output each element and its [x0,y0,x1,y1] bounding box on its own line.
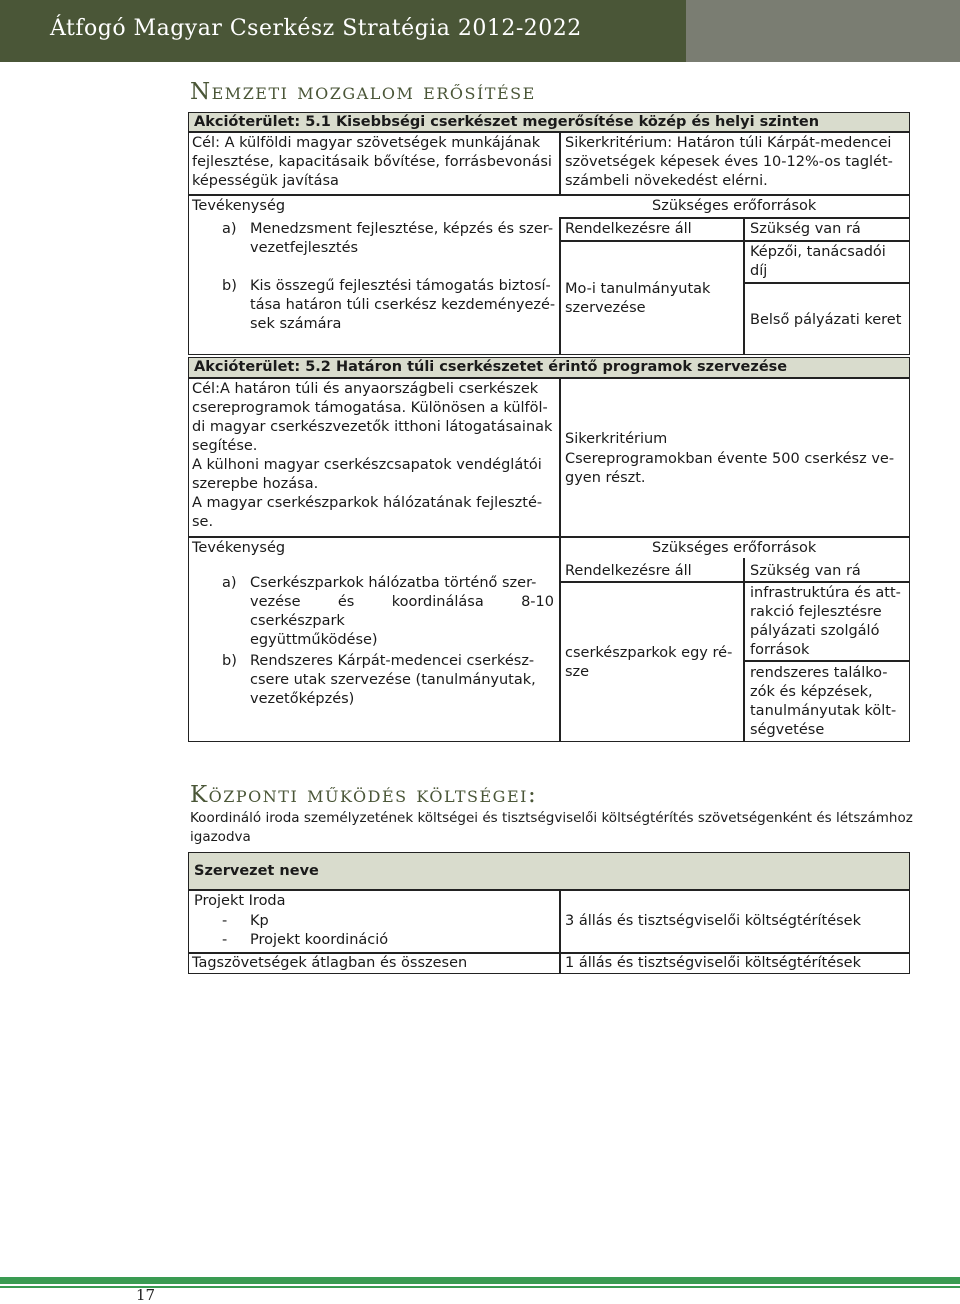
area1-heading: Akcióterület: 5.1 Kisebbségi cserkészet megerősítése közép és helyi szinten [194,114,820,130]
area2-divider [559,581,910,583]
goal-line: segítése. [192,438,258,454]
cost-row1-subitem: Kp [250,913,269,929]
area2-activity-label: Tevékenység [192,540,286,556]
area1-divider [559,131,561,195]
cost-row1-label: Projekt Iroda [194,893,286,909]
needed-line: tanulmányutak költ- [750,703,897,719]
area2-criterion [565,450,894,488]
goal-line: se. [192,514,214,530]
area2-needed-label: Szükség van rá [750,563,861,579]
criterion-line: Sikerkritérium: Határon túli Kárpát-medencei [565,135,892,151]
goal-line: csereprogramok támogatása. Különösen a külföl- [192,400,548,416]
area2-item-a [250,574,554,650]
cost-row2-value: 1 állás és tisztségviselői költségtérítések [565,955,861,971]
area2-divider [559,377,561,742]
cost-row1-dash: - [222,913,228,929]
item-line: csere utak szervezése (tanulmányutak, [250,672,536,688]
area1-divider [559,240,910,242]
area1-divider [743,217,745,355]
cost-table-divider [559,889,561,974]
item-line: Menedzsment fejlesztése, képzés és szer- [250,221,554,237]
section-title-central-costs: Központi működés költségei: [190,782,538,808]
area1-divider [559,217,910,219]
area1-resources-label: Szükséges erőforrások [652,198,817,214]
cost-row1-value: 3 állás és tisztségviselői költségtérítések [565,913,861,929]
needed-line: díj [750,263,768,279]
item-line: vezetőképzés) [250,691,355,707]
header-decor-block [686,0,960,62]
area2-heading: Akcióterület: 5.2 Határon túli cserkészetet érintő programok szervezése [194,359,788,375]
area2-divider [188,377,910,379]
item-line: vezése és koordinálása 8-10 cserkészpark [250,594,554,629]
section-title-national: Nemzeti mozgalom erősítése [190,79,536,105]
cost-row2-label: Tagszövetségek átlagban és összesen [192,955,468,971]
area2-divider [743,558,745,742]
area1-divider [743,282,910,284]
area2-item-b-marker: b) [222,653,237,669]
area1-needed-label: Szükség van rá [750,221,861,237]
goal-line: A magyar cserkészparkok hálózatának fejleszté- [192,495,543,511]
item-line: Kis összegű fejlesztési támogatás biztosí- [250,278,551,294]
area2-divider [188,536,910,538]
needed-line: rakció fejlesztésre [750,604,882,620]
area2-needed-b [750,664,905,740]
needed-line: források [750,642,810,658]
area1-needed-a [750,243,886,281]
area1-item-a-marker: a) [222,221,237,237]
area2-needed-a [750,584,905,660]
goal-line: Cél: A külföldi magyar szövetségek munkájának [192,135,541,151]
needed-line: Képzői, tanácsadói [750,244,886,260]
area1-divider [188,194,910,196]
cost-table-divider [188,889,910,891]
page-header [0,0,960,62]
needed-line: rendszeres találko- [750,665,888,681]
area1-item-a [250,220,553,258]
item-line: sek számára [250,316,342,332]
cost-table-header: Szervezet neve [194,863,319,879]
criterion-line: szövetségek képesek éves 10-12%-os taglét- [565,154,893,170]
page-number: 17 [136,1286,156,1304]
goal-line: szerepbe hozása. [192,476,319,492]
area1-needed-b: Belső pályázati keret [750,312,902,328]
goal-line: di magyar cserkészvezetők itthoni látogatásainak [192,419,553,435]
item-line: vezetfejlesztés [250,240,359,256]
needed-line: ségvetése [750,722,825,738]
area1-activity-label: Tevékenység [192,198,286,214]
area2-item-a-marker: a) [222,575,237,591]
item-line: Cserkészparkok hálózatba történő szer- [250,575,537,591]
area1-criterion [565,134,893,191]
needed-line: zók és képzések, [750,684,873,700]
intro-line: igazodva [190,829,251,845]
goal-line: Cél:A határon túli és anyaországbeli cserkészek [192,381,539,397]
item-line: együttműködése) [250,632,378,648]
area1-divider [559,217,561,355]
needed-line: pályázati szolgáló [750,623,880,639]
available-line: szervezése [565,300,646,316]
cost-row1-subitem: Projekt koordináció [250,932,389,948]
area2-available-label: Rendelkezésre áll [565,563,692,579]
criterion-line: számbeli növekedést elérni. [565,173,768,189]
criterion-line: gyen részt. [565,470,646,486]
header-title: Átfogó Magyar Cserkész Stratégia 2012-2022 [50,16,582,41]
area1-item-b-marker: b) [222,278,237,294]
item-line: Rendszeres Kárpát-medencei cserkész- [250,653,535,669]
intro-line: Koordináló iroda személyzetének költségei és tisztségviselői költségtérítés szövetségenként és létszámhoz [190,810,913,826]
area1-item-b [250,277,555,334]
goal-line: képességük javítása [192,173,339,189]
area2-item-b [250,652,554,709]
footer-rule [0,1277,960,1284]
area1-goal [192,134,552,191]
criterion-line: Csereprogramokban évente 500 cserkész ve- [565,451,895,467]
area1-available-value [565,280,710,318]
available-line: Mo-i tanulmányutak [565,281,711,297]
goal-line: fejlesztése, kapacitásaik bővítése, forrásbevonási [192,154,552,170]
available-line: sze [565,664,590,680]
area1-available-label: Rendelkezésre áll [565,221,692,237]
area2-available-value [565,644,739,682]
cost-row1-dash: - [222,932,228,948]
item-line: tása határon túli cserkész kezdeményezé- [250,297,556,313]
area2-criterion-label: Sikerkritérium [565,431,668,447]
area2-divider [743,660,910,662]
needed-line: infrastruktúra és att- [750,585,901,601]
section2-intro [190,809,913,847]
area2-resources-label: Szükséges erőforrások [652,540,817,556]
goal-line: A külhoni magyar cserkészcsapatok vendéglátói [192,457,542,473]
area2-goal [192,380,554,532]
available-line: cserkészparkok egy ré- [565,645,733,661]
